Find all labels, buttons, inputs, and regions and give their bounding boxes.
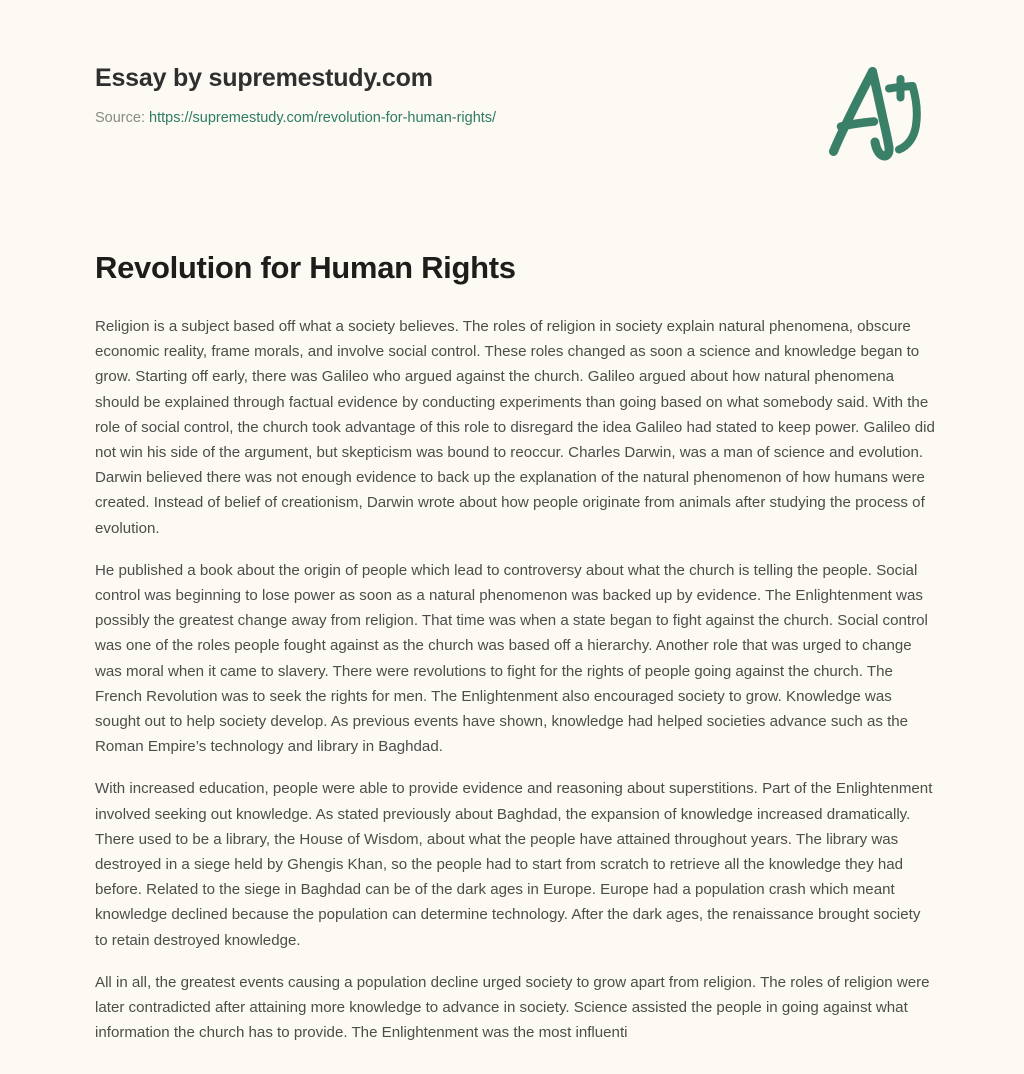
source-line — [95, 108, 795, 128]
a-plus-logo[interactable] — [812, 58, 932, 163]
paragraph: With increased education, people were able to provide evidence and reasoning about superstitions. Part of the Enlightenment involved seeking out knowledge. As stated previously about Baghdad, the expansion of knowledge increased dramatically. There used to be a library, the House of Wisdom, about what the people have attained throughout years. The library was destroyed in a siege held by Ghengis Khan, so the people had to start from scratch to retrieve all the knowledge they had before. Related to the siege in Baghdad can be of the dark ages in Europe. Europe had a population crash which meant knowledge declined because the population can determine technology. After the dark ages, the renaissance brought society to retain destroyed knowledge. — [95, 780, 933, 949]
paragraph: He published a book about the origin of people which lead to controversy about what the church is telling the people. Social control was beginning to lose power as soon as a natural phenomenon was backed up by evidence. The Enlightenment was possibly the greatest change away from religion. That time was when a state began to fight against the church. Social control was one of the roles people fought against as the church was based off a hierarchy. Another role that was urged to change was moral when it came to slavery. There were revolutions to fight for the rights of people going against the church. The French Revolution was to seek the rights for men. The Enlightenment also encouraged society to grow. Knowledge was sought out to help society develop. As previous events have shown, knowledge had helped societies advance such as the Roman Empire’s technology and library in Baghdad. — [95, 561, 928, 756]
page-title: Revolution for Human Rights — [95, 250, 516, 285]
header-text-block — [95, 62, 795, 128]
source-url-link[interactable]: https://supremestudy.com/revolution-for-human-rights/ — [149, 110, 497, 126]
paragraph: Religion is a subject based off what a society believes. The roles of religion in society explain natural phenomena, obscure economic reality, frame morals, and involve social control. These roles changed as soon a science and knowledge began to grow. Starting off early, there was Galileo who argued against the church. Galileo argued about how natural phenomena should be explained through factual evidence by conducting experiments than going based on what somebody said. With the role of social control, the church took advantage of this role to disregard the idea Galileo had stated to keep power. Galileo did not win his side of the argument, but skepticism was bound to reoccur. Charles Darwin, was a man of science and evolution. Darwin believed there was not enough evidence to back up the explanation of the natural phenomenon of how humans were created. Instead of belief of creationism, Darwin wrote about how people originate from animals after studying the process of evolution. — [95, 318, 935, 537]
article — [95, 248, 935, 1045]
page-header — [0, 0, 1024, 200]
paragraph: All in all, the greatest events causing a population decline urged society to grow apart from religion. The roles of religion were later contradicted after attaining more knowledge to advance in society. Science assisted the people in going against what information the church has to provide. The Enlightenment was the most influenti — [95, 973, 930, 1042]
source-label: Source: — [95, 110, 145, 126]
a-plus-logo-icon — [812, 58, 932, 163]
article-body — [95, 314, 935, 1045]
essay-by-heading: Essay by supremestudy.com — [95, 64, 433, 92]
